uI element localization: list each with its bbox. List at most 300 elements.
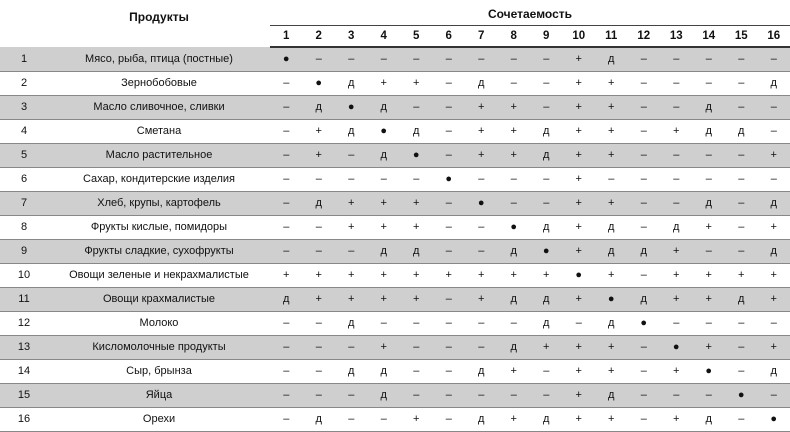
compatibility-cell: – — [270, 119, 303, 143]
compatibility-cell: + — [758, 143, 790, 167]
compatibility-cell: д — [595, 47, 628, 71]
compatibility-cell: – — [400, 167, 433, 191]
row-number: 8 — [0, 215, 48, 239]
compatibility-cell: – — [628, 359, 661, 383]
compatibility-cell: д — [693, 95, 726, 119]
row-number: 15 — [0, 383, 48, 407]
compatibility-cell: – — [530, 47, 563, 71]
compatibility-cell: – — [303, 383, 336, 407]
compatibility-cell: + — [693, 335, 726, 359]
compatibility-cell: + — [303, 143, 336, 167]
compatibility-cell: ● — [530, 239, 563, 263]
compatibility-cell: + — [563, 119, 596, 143]
compatibility-cell: + — [303, 263, 336, 287]
compatibility-cell: + — [498, 95, 531, 119]
compatibility-cell: д — [758, 71, 790, 95]
compatibility-cell: д — [303, 407, 336, 431]
compatibility-cell: + — [400, 407, 433, 431]
compatibility-cell: + — [563, 215, 596, 239]
compatibility-cell: – — [725, 143, 758, 167]
row-number: 7 — [0, 191, 48, 215]
column-header-10: 10 — [563, 26, 596, 48]
compatibility-cell: + — [660, 407, 693, 431]
compatibility-cell: ● — [270, 47, 303, 71]
compatibility-cell: – — [725, 95, 758, 119]
compatibility-cell: + — [693, 215, 726, 239]
compatibility-cell: – — [498, 71, 531, 95]
table-row — [0, 119, 790, 143]
compatibility-cell: – — [725, 191, 758, 215]
product-name: Фрукты сладкие, сухофрукты — [48, 239, 270, 263]
compatibility-cell: – — [433, 71, 466, 95]
compatibility-cell: д — [758, 239, 790, 263]
row-number: 11 — [0, 287, 48, 311]
compatibility-cell: – — [693, 143, 726, 167]
compatibility-cell: + — [660, 287, 693, 311]
compatibility-cell: д — [465, 71, 498, 95]
compatibility-cell: – — [595, 167, 628, 191]
compatibility-cell: д — [335, 311, 368, 335]
compatibility-cell: – — [465, 239, 498, 263]
compatibility-cell: – — [335, 383, 368, 407]
column-header-3: 3 — [335, 26, 368, 48]
compatibility-cell: – — [433, 215, 466, 239]
compatibility-cell: – — [303, 47, 336, 71]
product-name: Овощи крахмалистые — [48, 287, 270, 311]
compatibility-cell: ● — [498, 215, 531, 239]
compatibility-cell: – — [628, 263, 661, 287]
compatibility-cell: + — [660, 263, 693, 287]
compatibility-cell: – — [725, 239, 758, 263]
compatibility-cell: – — [303, 215, 336, 239]
column-header-14: 14 — [693, 26, 726, 48]
compatibility-cell: – — [270, 383, 303, 407]
compatibility-cell: – — [758, 95, 790, 119]
compatibility-cell: + — [530, 335, 563, 359]
compatibility-cell: – — [400, 335, 433, 359]
compatibility-cell: + — [595, 143, 628, 167]
compatibility-cell: + — [595, 191, 628, 215]
compatibility-cell: + — [465, 143, 498, 167]
compatibility-cell: – — [270, 95, 303, 119]
compatibility-cell: – — [530, 71, 563, 95]
table-row — [0, 407, 790, 431]
compatibility-cell: – — [270, 239, 303, 263]
product-name: Яйца — [48, 383, 270, 407]
row-number: 1 — [0, 47, 48, 71]
compatibility-cell: + — [758, 287, 790, 311]
compatibility-cell: – — [433, 47, 466, 71]
compatibility-cell: + — [563, 95, 596, 119]
compatibility-cell: д — [595, 239, 628, 263]
product-name: Масло сливочное, сливки — [48, 95, 270, 119]
compatibility-cell: – — [693, 239, 726, 263]
compatibility-cell: ● — [725, 383, 758, 407]
compatibility-cell: д — [660, 215, 693, 239]
compatibility-cell: + — [433, 263, 466, 287]
compatibility-cell: + — [498, 263, 531, 287]
compatibility-cell: – — [270, 407, 303, 431]
compatibility-cell: – — [660, 383, 693, 407]
compatibility-cell: д — [530, 119, 563, 143]
product-name: Мясо, рыба, птица (постные) — [48, 47, 270, 71]
compatibility-cell: д — [758, 359, 790, 383]
compatibility-cell: – — [660, 167, 693, 191]
compatibility-cell: д — [693, 191, 726, 215]
compatibility-cell: + — [498, 407, 531, 431]
compatibility-cell: – — [433, 95, 466, 119]
compatibility-cell: – — [758, 119, 790, 143]
compatibility-cell: д — [465, 359, 498, 383]
compatibility-cell: – — [628, 143, 661, 167]
compatibility-cell: + — [563, 47, 596, 71]
table-row — [0, 359, 790, 383]
compatibility-cell: + — [595, 71, 628, 95]
compatibility-cell: – — [270, 167, 303, 191]
compatibility-cell: – — [498, 167, 531, 191]
compatibility-cell: – — [563, 311, 596, 335]
compatibility-cell: – — [335, 47, 368, 71]
compatibility-cell: – — [270, 335, 303, 359]
compatibility-cell: + — [335, 215, 368, 239]
compatibility-cell: – — [725, 47, 758, 71]
table-row — [0, 311, 790, 335]
compatibility-cell: + — [368, 263, 401, 287]
column-header-11: 11 — [595, 26, 628, 48]
compatibility-cell: – — [465, 335, 498, 359]
compatibility-cell: д — [530, 143, 563, 167]
header-row-top — [0, 0, 790, 26]
column-header-15: 15 — [725, 26, 758, 48]
compatibility-cell: + — [400, 191, 433, 215]
compatibility-cell: ● — [758, 407, 790, 431]
compatibility-cell: + — [400, 71, 433, 95]
compatibility-cell: + — [368, 191, 401, 215]
compatibility-cell: д — [628, 287, 661, 311]
compatibility-cell: – — [433, 311, 466, 335]
compatibility-cell: – — [368, 167, 401, 191]
compatibility-cell: – — [433, 143, 466, 167]
compatibility-cell: д — [465, 407, 498, 431]
compatibility-cell: – — [628, 167, 661, 191]
column-header-12: 12 — [628, 26, 661, 48]
product-name: Зернобобовые — [48, 71, 270, 95]
compatibility-cell: – — [628, 335, 661, 359]
compatibility-cell: + — [595, 335, 628, 359]
compatibility-cell: – — [270, 311, 303, 335]
compatibility-cell: – — [465, 215, 498, 239]
compatibility-cell: – — [758, 383, 790, 407]
compatibility-cell: д — [595, 215, 628, 239]
table-row — [0, 167, 790, 191]
compatibility-cell: – — [725, 311, 758, 335]
compatibility-cell: д — [368, 143, 401, 167]
compatibility-cell: ● — [368, 119, 401, 143]
compatibility-cell: + — [368, 215, 401, 239]
row-number: 5 — [0, 143, 48, 167]
compatibility-cell: д — [270, 287, 303, 311]
compatibility-cell: + — [335, 287, 368, 311]
compatibility-cell: – — [530, 359, 563, 383]
compatibility-cell: – — [400, 383, 433, 407]
compatibility-cell: + — [303, 287, 336, 311]
compatibility-cell: – — [303, 359, 336, 383]
column-header-1: 1 — [270, 26, 303, 48]
compatibility-cell: – — [693, 71, 726, 95]
compatibility-cell: – — [335, 143, 368, 167]
compatibility-cell: + — [563, 191, 596, 215]
compatibility-cell: – — [335, 239, 368, 263]
table-row — [0, 143, 790, 167]
table-row — [0, 215, 790, 239]
table-body — [0, 47, 790, 431]
compatibility-cell: + — [595, 407, 628, 431]
compatibility-cell: ● — [335, 95, 368, 119]
compatibility-cell: д — [693, 407, 726, 431]
compatibility-cell: ● — [693, 359, 726, 383]
compatibility-cell: + — [465, 95, 498, 119]
product-name: Сыр, брынза — [48, 359, 270, 383]
compatibility-cell: – — [270, 215, 303, 239]
compatibility-cell: + — [368, 71, 401, 95]
compatibility-cell: – — [433, 239, 466, 263]
product-name: Масло растительное — [48, 143, 270, 167]
table-row — [0, 71, 790, 95]
row-number: 3 — [0, 95, 48, 119]
compatibility-cell: – — [758, 311, 790, 335]
compatibility-cell: – — [660, 311, 693, 335]
compatibility-cell: + — [303, 119, 336, 143]
compatibility-cell: + — [693, 287, 726, 311]
compatibility-cell: + — [400, 263, 433, 287]
compatibility-cell: – — [433, 287, 466, 311]
product-name: Кисломолочные продукты — [48, 335, 270, 359]
compatibility-cell: д — [303, 95, 336, 119]
compatibility-cell: + — [465, 287, 498, 311]
compatibility-cell: д — [758, 191, 790, 215]
compatibility-cell: + — [758, 215, 790, 239]
compatibility-cell: д — [595, 311, 628, 335]
compatibility-cell: – — [660, 143, 693, 167]
compatibility-cell: – — [400, 47, 433, 71]
compatibility-cell: – — [368, 47, 401, 71]
compatibility-cell: + — [563, 407, 596, 431]
compatibility-cell: – — [270, 191, 303, 215]
product-name: Овощи зеленые и некрахмалистые — [48, 263, 270, 287]
compatibility-cell: + — [465, 263, 498, 287]
compatibility-cell: д — [530, 215, 563, 239]
column-header-6: 6 — [433, 26, 466, 48]
compatibility-header: Сочетаемость — [270, 0, 790, 26]
compatibility-cell: ● — [628, 311, 661, 335]
column-header-13: 13 — [660, 26, 693, 48]
table-row — [0, 383, 790, 407]
column-header-9: 9 — [530, 26, 563, 48]
compatibility-cell: – — [660, 47, 693, 71]
product-name: Сметана — [48, 119, 270, 143]
compatibility-cell: ● — [563, 263, 596, 287]
compatibility-cell: + — [465, 119, 498, 143]
compatibility-cell: д — [530, 311, 563, 335]
compatibility-cell: – — [530, 95, 563, 119]
compatibility-cell: – — [725, 359, 758, 383]
compatibility-cell: – — [498, 383, 531, 407]
compatibility-cell: – — [628, 119, 661, 143]
compatibility-cell: – — [270, 143, 303, 167]
compatibility-cell: д — [335, 71, 368, 95]
table-row — [0, 47, 790, 71]
compatibility-cell: + — [335, 191, 368, 215]
compatibility-cell: + — [335, 263, 368, 287]
column-header-16: 16 — [758, 26, 790, 48]
compatibility-cell: – — [433, 335, 466, 359]
row-number: 12 — [0, 311, 48, 335]
compatibility-cell: – — [693, 167, 726, 191]
compatibility-cell: + — [563, 143, 596, 167]
compatibility-cell: – — [498, 311, 531, 335]
compatibility-cell: + — [660, 119, 693, 143]
compatibility-cell: – — [498, 47, 531, 71]
compatibility-cell: – — [725, 71, 758, 95]
compatibility-cell: д — [368, 383, 401, 407]
compatibility-cell: + — [660, 239, 693, 263]
compatibility-cell: + — [758, 335, 790, 359]
compatibility-cell: + — [693, 263, 726, 287]
compatibility-cell: – — [660, 95, 693, 119]
compatibility-cell: – — [465, 383, 498, 407]
compatibility-cell: – — [465, 47, 498, 71]
compatibility-cell: – — [628, 47, 661, 71]
compatibility-cell: + — [595, 263, 628, 287]
column-header-4: 4 — [368, 26, 401, 48]
compatibility-cell: – — [465, 167, 498, 191]
compatibility-cell: – — [628, 71, 661, 95]
compatibility-cell: д — [303, 191, 336, 215]
compatibility-cell: + — [563, 335, 596, 359]
compatibility-cell: д — [628, 239, 661, 263]
compatibility-cell: – — [400, 359, 433, 383]
product-name: Фрукты кислые, помидоры — [48, 215, 270, 239]
compatibility-cell: д — [335, 359, 368, 383]
compatibility-cell: д — [368, 239, 401, 263]
compatibility-cell: – — [628, 191, 661, 215]
row-number: 2 — [0, 71, 48, 95]
compatibility-cell: – — [530, 383, 563, 407]
compatibility-cell: – — [400, 311, 433, 335]
row-number: 13 — [0, 335, 48, 359]
compatibility-cell: – — [433, 191, 466, 215]
compatibility-cell: д — [368, 359, 401, 383]
compatibility-cell: д — [725, 287, 758, 311]
compatibility-cell: + — [595, 119, 628, 143]
row-number: 14 — [0, 359, 48, 383]
compatibility-cell: + — [400, 215, 433, 239]
table-row — [0, 239, 790, 263]
compatibility-cell: – — [498, 191, 531, 215]
compatibility-cell: – — [335, 167, 368, 191]
compatibility-cell: – — [303, 239, 336, 263]
compatibility-cell: д — [530, 287, 563, 311]
compatibility-cell: – — [303, 335, 336, 359]
table-row — [0, 287, 790, 311]
compatibility-cell: – — [400, 95, 433, 119]
compatibility-cell: – — [660, 71, 693, 95]
row-number: 10 — [0, 263, 48, 287]
compatibility-cell: – — [758, 167, 790, 191]
compatibility-cell: – — [628, 383, 661, 407]
compatibility-cell: – — [335, 407, 368, 431]
compatibility-cell: – — [725, 167, 758, 191]
compatibility-cell: д — [530, 407, 563, 431]
table-row — [0, 191, 790, 215]
row-number: 6 — [0, 167, 48, 191]
compatibility-cell: + — [660, 359, 693, 383]
column-header-2: 2 — [303, 26, 336, 48]
compatibility-cell: + — [563, 167, 596, 191]
compatibility-cell: – — [270, 359, 303, 383]
number-column-header — [0, 0, 48, 47]
compatibility-cell: + — [758, 263, 790, 287]
compatibility-cell: – — [530, 167, 563, 191]
compatibility-cell: – — [433, 359, 466, 383]
compatibility-cell: + — [400, 287, 433, 311]
compatibility-cell: + — [498, 359, 531, 383]
compatibility-cell: + — [563, 383, 596, 407]
compatibility-cell: – — [693, 311, 726, 335]
compatibility-cell: + — [530, 263, 563, 287]
compatibility-cell: – — [530, 191, 563, 215]
compatibility-cell: – — [628, 215, 661, 239]
compatibility-cell: – — [433, 383, 466, 407]
compatibility-cell: д — [498, 239, 531, 263]
compatibility-cell: + — [595, 359, 628, 383]
compatibility-cell: – — [758, 47, 790, 71]
product-name: Молоко — [48, 311, 270, 335]
column-header-8: 8 — [498, 26, 531, 48]
compatibility-cell: + — [563, 71, 596, 95]
compatibility-cell: + — [563, 287, 596, 311]
compatibility-cell: – — [270, 71, 303, 95]
compatibility-cell: – — [368, 407, 401, 431]
compatibility-cell: + — [498, 143, 531, 167]
compatibility-cell: – — [433, 119, 466, 143]
compatibility-cell: ● — [660, 335, 693, 359]
compatibility-cell: д — [725, 119, 758, 143]
compatibility-cell: + — [270, 263, 303, 287]
compatibility-cell: – — [335, 335, 368, 359]
product-name: Орехи — [48, 407, 270, 431]
column-header-7: 7 — [465, 26, 498, 48]
product-name: Хлеб, крупы, картофель — [48, 191, 270, 215]
compatibility-cell: д — [693, 119, 726, 143]
compatibility-cell: ● — [433, 167, 466, 191]
compatibility-cell: – — [303, 167, 336, 191]
table-row — [0, 335, 790, 359]
compatibility-cell: – — [725, 407, 758, 431]
compatibility-cell: д — [498, 335, 531, 359]
compatibility-cell: + — [368, 287, 401, 311]
row-number: 9 — [0, 239, 48, 263]
compatibility-cell: д — [368, 95, 401, 119]
compatibility-cell: д — [498, 287, 531, 311]
compatibility-cell: д — [400, 119, 433, 143]
compatibility-cell: – — [433, 407, 466, 431]
row-number: 4 — [0, 119, 48, 143]
compatibility-cell: – — [368, 311, 401, 335]
compatibility-cell: д — [595, 383, 628, 407]
column-header-5: 5 — [400, 26, 433, 48]
compatibility-cell: – — [628, 95, 661, 119]
